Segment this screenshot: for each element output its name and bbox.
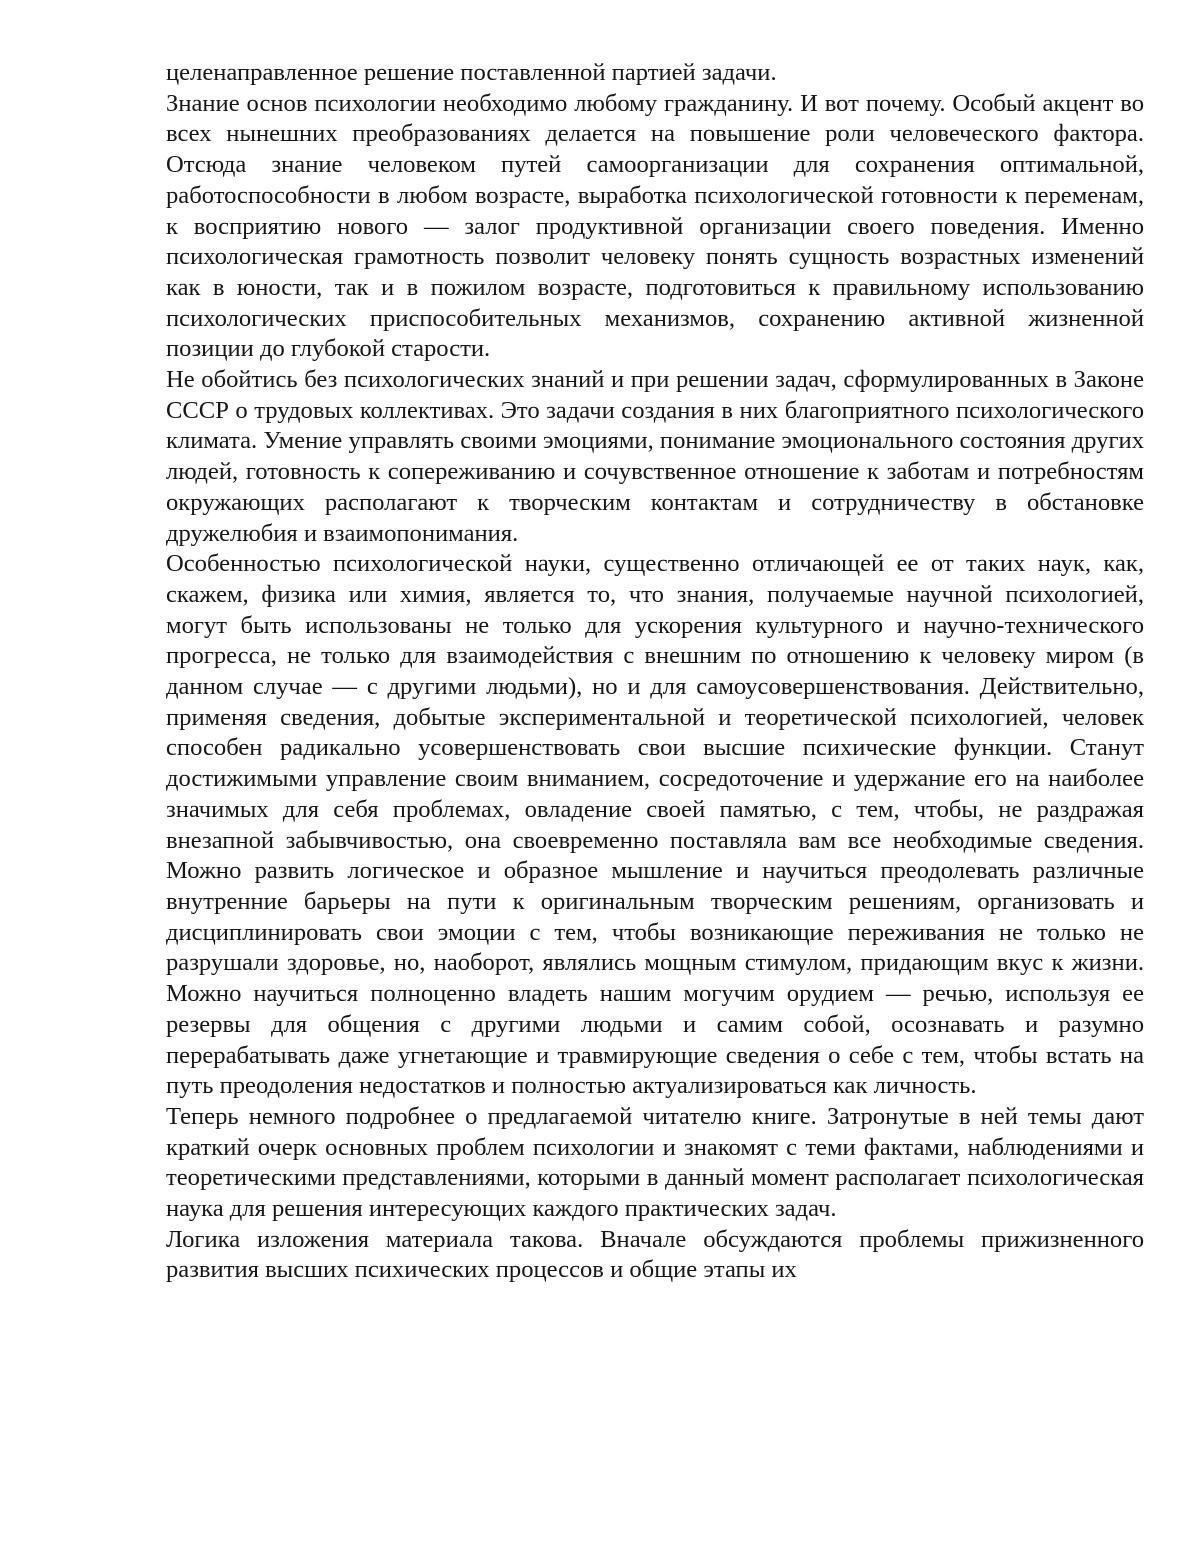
paragraph-about-book: Теперь немного подробнее о предлагаемой читателю книге. Затронутые в ней темы дают краткий очерк основных проблем психологии и знакомят с теми фактами, наблюдениями и теоретическими представлениями, которыми в данный момент располагает психологическая наука для решения интересующих каждого практических задач.: [166, 1102, 1144, 1223]
paragraph-work-collectives: Не обойтись без психологических знаний и при решении задач, сформулированных в Законе СССР о трудовых коллективах. Это задачи создания в них благоприятного психологического климата. Умение управлять своими эмоциями, понимание эмоционального состояния других людей, готовность к сопереживанию и сочувственное отношение к заботам и потребностям окружающих располагают к творческим контактам и сотрудничеству в обстановке дружелюбия и взаимопонимания.: [166, 366, 1144, 547]
paragraph-continuation: целенаправленное решение поставленной партией задачи.: [166, 59, 777, 86]
paragraph-psychology-knowledge: Знание основ психологии необходимо любому гражданину. И вот почему. Особый акцент во всех нынешних преобразованиях делается на повышение роли человеческого фактора. Отсюда знание человеком путей самоорганизации для сохранения оптимальной, работоспособности в любом возрасте, выработка психологической готовности к переменам, к восприятию нового — залог продуктивной организации своего поведения. Именно психологическая грамотность позволит человеку понять сущность возрастных изменений как в юности, так и в пожилом возрасте, подготовиться к правильному использованию психологических приспособительных механизмов, сохранению активной жизненной позиции до глубокой старости.: [166, 89, 1144, 363]
paragraph-logic-of-exposition: Логика изложения материала такова. Вначале обсуждаются проблемы прижизненного развития высших психических процессов и общие этапы их: [166, 1225, 1144, 1284]
document-page: [166, 58, 1144, 1286]
paragraph-self-improvement: Особенностью психологической науки, существенно отличающей ее от таких наук, как, скажем, физика или химия, является то, что знания, получаемые научной психологией, могут быть использованы не только для ускорения культурного и научно-технического прогресса, не только для взаимодействия с внешним по отношению к человеку миром (в данном случае — с другими людьми), но и для самоусовершенствования. Действительно, применяя сведения, добытые экспериментальной и теоретической психологией, человек способен радикально усовершенствовать свои высшие психические функции. Станут достижимыми управление своим вниманием, сосредоточение и удержание его на наиболее значимых для себя проблемах, овладение своей памятью, с тем, чтобы, не раздражая внезапной забывчивостью, она своевременно поставляла вам все необходимые сведения. Можно развить логическое и образное мышление и научиться преодолевать различные внутренние барьеры на пути к оригинальным творческим решениям, организовать и дисциплинировать свои эмоции с тем, чтобы возникающие переживания не только не разрушали здоровье, но, наоборот, являлись мощным стимулом, придающим вкус к жизни. Можно научиться полноценно владеть нашим могучим орудием — речью, используя ее резервы для общения с другими людьми и самим собой, осознавать и разумно перерабатывать даже угнетающие и травмирующие сведения о себе с тем, чтобы встать на путь преодоления недостатков и полностью актуализироваться как личность.: [166, 550, 1144, 1100]
